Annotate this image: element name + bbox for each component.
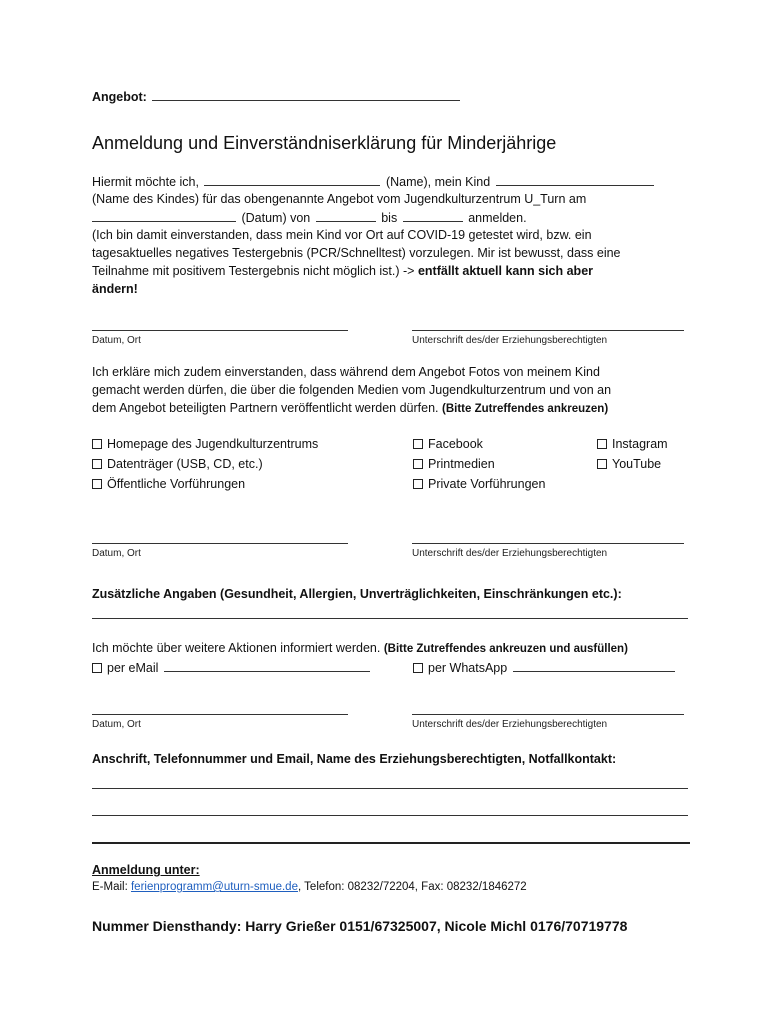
intro-text: bis	[381, 211, 398, 225]
contact-info-row	[92, 880, 527, 895]
info-row	[92, 640, 628, 658]
option-privat[interactable]	[413, 476, 545, 493]
contact-field-line[interactable]	[92, 788, 688, 789]
to-field[interactable]	[403, 209, 463, 222]
intro-line-6	[92, 263, 593, 280]
intro-text: Hiermit möchte ich,	[92, 175, 199, 189]
intro-line-3	[92, 209, 527, 227]
option-label: YouTube	[612, 457, 662, 471]
checkbox-icon[interactable]	[92, 439, 102, 449]
option-printmedien[interactable]	[413, 456, 495, 473]
date-place-label: Datum, Ort	[92, 548, 141, 559]
intro-text: anmelden.	[468, 211, 527, 225]
extra-heading: Zusätzliche Angaben (Gesundheit, Allergien, Unverträglichkeiten, Einschränkungen etc.):	[92, 587, 622, 601]
extra-field-line[interactable]	[92, 618, 688, 619]
option-label: Öffentliche Vorführungen	[107, 477, 246, 491]
option-email[interactable]	[92, 659, 372, 677]
date-field[interactable]	[92, 209, 236, 222]
media-text: dem Angebot beteiligten Partnern veröffentlicht werden dürfen.	[92, 401, 439, 415]
signature-label: Unterschrift des/der Erziehungsberechtigten	[412, 335, 608, 346]
covid-note: entfällt aktuell kann sich aber	[417, 264, 594, 278]
media-line-2: gemacht werden dürfen, die über die folgenden Medien vom Jugendkulturzentrum und von an	[92, 383, 612, 397]
option-homepage[interactable]	[92, 436, 318, 453]
intro-text: (Name), mein Kind	[385, 175, 491, 189]
contact-field-line[interactable]	[92, 815, 688, 816]
angebot-field[interactable]	[152, 88, 460, 101]
option-label: Facebook	[428, 437, 483, 451]
checkbox-icon[interactable]	[413, 479, 423, 489]
child-name-field[interactable]	[496, 173, 654, 186]
intro-line-1	[92, 173, 656, 191]
option-label: Private Vorführungen	[428, 477, 546, 491]
signature-label: Unterschrift des/der Erziehungsberechtigten	[412, 548, 608, 559]
checkbox-icon[interactable]	[92, 479, 102, 489]
angebot-row	[92, 88, 462, 106]
option-label: per eMail	[107, 661, 159, 675]
parent-name-field[interactable]	[204, 173, 380, 186]
checkbox-icon[interactable]	[597, 439, 607, 449]
date-place-label: Datum, Ort	[92, 335, 141, 346]
date-place-line[interactable]	[92, 330, 348, 331]
intro-line-4: (Ich bin damit einverstanden, dass mein Kind vor Ort auf COVID-19 getestet wird, bzw. ein	[92, 228, 592, 242]
option-instagram[interactable]	[597, 436, 668, 453]
checkbox-icon[interactable]	[413, 439, 423, 449]
whatsapp-field[interactable]	[513, 659, 675, 672]
intro-text: (Datum) von	[241, 211, 311, 225]
option-label: Printmedien	[428, 457, 495, 471]
media-line-3	[92, 400, 608, 418]
option-oeffentlich[interactable]	[92, 476, 245, 493]
signature-line[interactable]	[412, 714, 684, 715]
option-label: per WhatsApp	[428, 661, 508, 675]
contact-heading: Anschrift, Telefonnummer und Email, Name des Erziehungsberechtigten, Notfallkontakt:	[92, 752, 617, 766]
option-facebook[interactable]	[413, 436, 483, 453]
info-text: Ich möchte über weitere Aktionen informiert werden.	[92, 641, 381, 655]
checkbox-icon[interactable]	[92, 663, 102, 673]
checkbox-icon[interactable]	[413, 663, 423, 673]
date-place-line[interactable]	[92, 714, 348, 715]
option-whatsapp[interactable]	[413, 659, 677, 677]
date-place-label: Datum, Ort	[92, 719, 141, 730]
email-link[interactable]: ferienprogramm@uturn-smue.de	[130, 881, 298, 893]
checkbox-icon[interactable]	[597, 459, 607, 469]
option-label: Instagram	[612, 437, 668, 451]
email-field[interactable]	[164, 659, 370, 672]
section-divider	[92, 842, 690, 844]
checkbox-icon[interactable]	[92, 459, 102, 469]
checkbox-icon[interactable]	[413, 459, 423, 469]
option-label: Datenträger (USB, CD, etc.)	[107, 457, 263, 471]
signature-label: Unterschrift des/der Erziehungsberechtigten	[412, 719, 608, 730]
option-youtube[interactable]	[597, 456, 661, 473]
intro-line-2: (Name des Kindes) für das obengenannte Angebot vom Jugendkulturzentrum U_Turn am	[92, 192, 587, 206]
media-hint: (Bitte Zutreffendes ankreuzen)	[442, 403, 609, 415]
option-datentraeger[interactable]	[92, 456, 263, 473]
diensthandy: Nummer Diensthandy: Harry Grießer 0151/67325007, Nicole Michl 0176/70719778	[92, 918, 628, 934]
phone-fax: , Telefon: 08232/72204, Fax: 08232/1846272	[297, 881, 527, 893]
from-field[interactable]	[316, 209, 376, 222]
intro-line-7: ändern!	[92, 282, 138, 296]
media-line-1: Ich erkläre mich zudem einverstanden, dass während dem Angebot Fotos von meinem Kind	[92, 365, 600, 379]
email-label: E-Mail:	[92, 881, 128, 893]
signature-line[interactable]	[412, 330, 684, 331]
info-hint: (Bitte Zutreffendes ankreuzen und ausfüllen)	[383, 643, 628, 655]
intro-line-5: tagesaktuelles negatives Testergebnis (PCR/Schnelltest) vorzulegen. Mir ist bewusst, dass eine	[92, 246, 621, 260]
option-label: Homepage des Jugendkulturzentrums	[107, 437, 319, 451]
page-title: Anmeldung und Einverständniserklärung für Minderjährige	[92, 133, 557, 153]
anmeldung-heading: Anmeldung unter:	[92, 863, 200, 877]
date-place-line[interactable]	[92, 543, 348, 544]
signature-line[interactable]	[412, 543, 684, 544]
intro-text: Teilnahme mit positivem Testergebnis nicht möglich ist.) ->	[92, 264, 415, 278]
angebot-label: Angebot:	[92, 90, 147, 104]
